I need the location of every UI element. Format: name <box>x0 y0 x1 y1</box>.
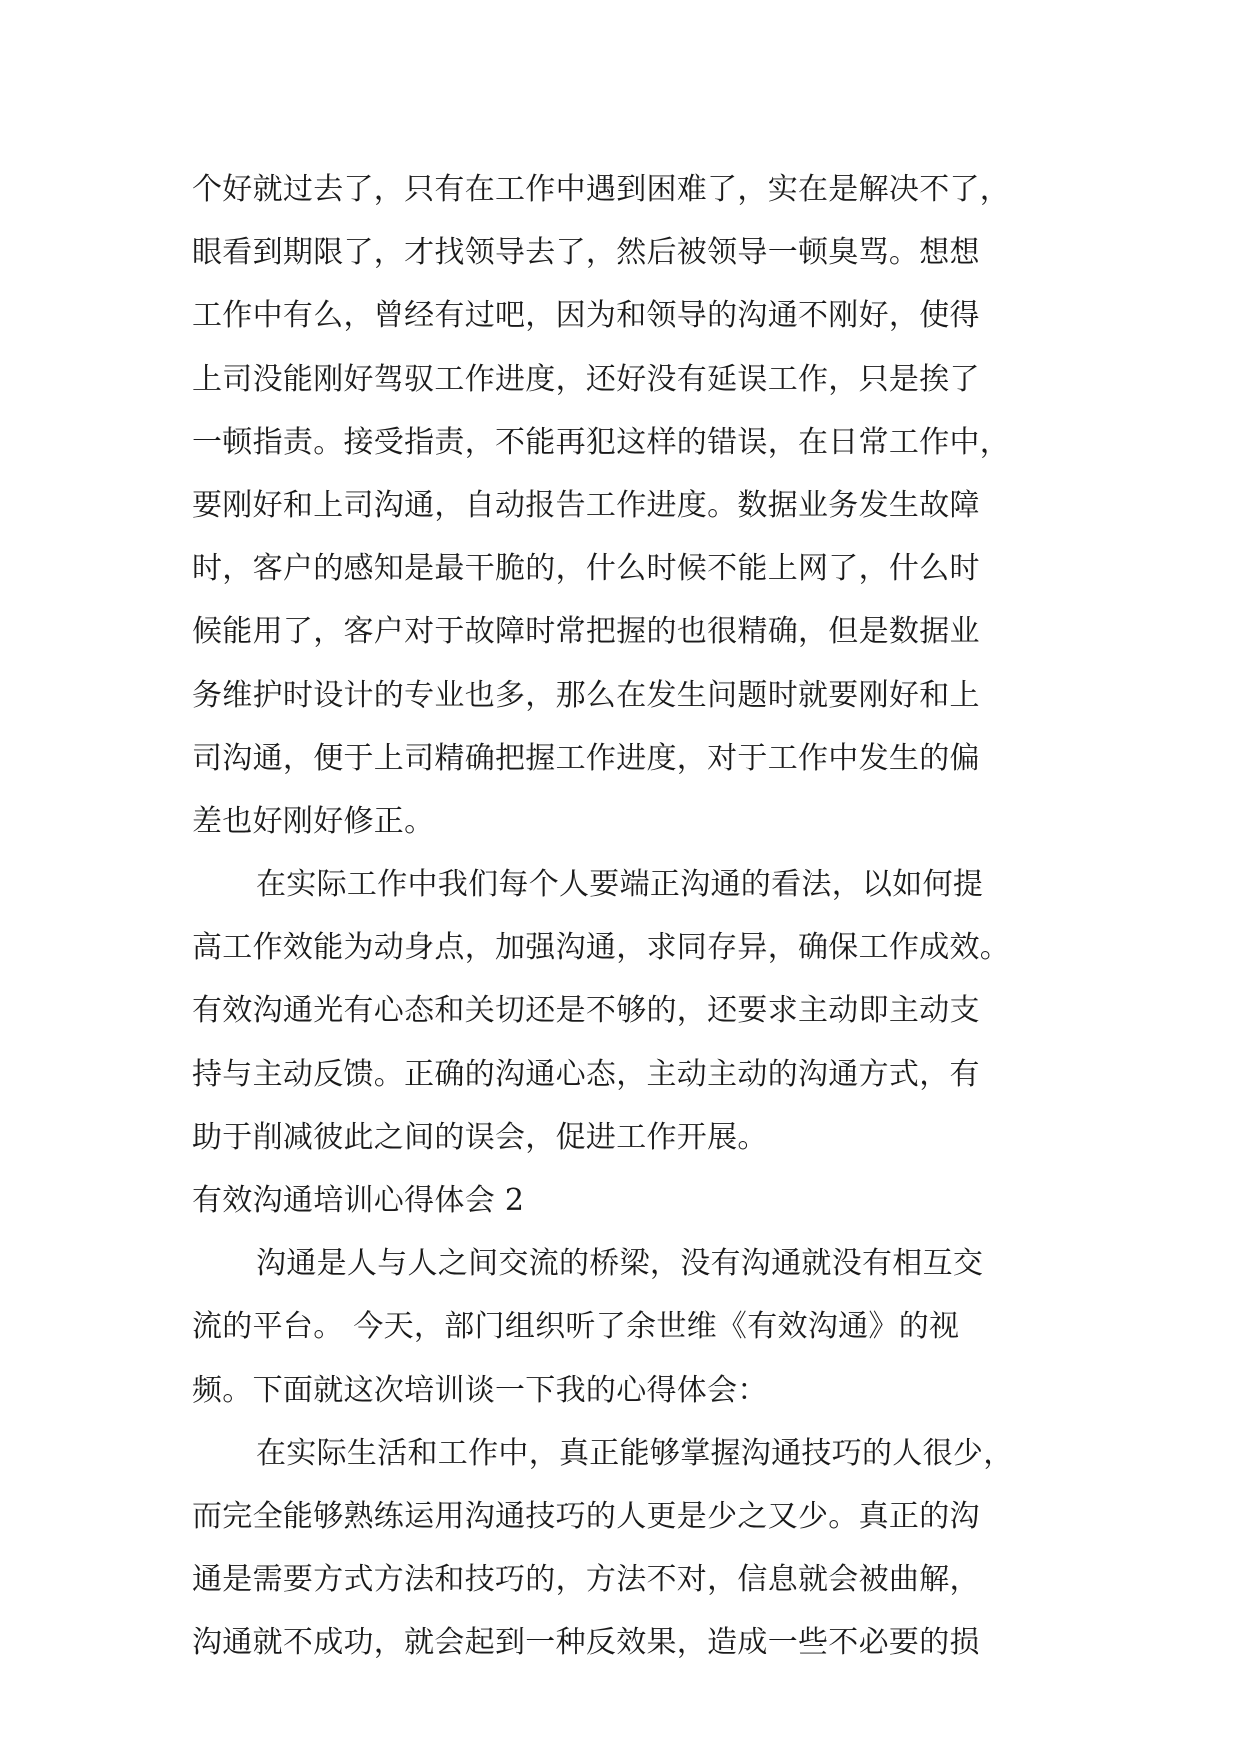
text-line: 上司没能刚好驾驭工作进度，还好没有延误工作，只是挨了 <box>192 361 980 397</box>
text-line: 司沟通，便于上司精确把握工作进度，对于工作中发生的偏 <box>192 740 980 776</box>
text-line: 候能用了，客户对于故障时常把握的也很精确，但是数据业 <box>192 614 980 650</box>
text-line: 有效沟通光有心态和关切还是不够的，还要求主动即主动支 <box>192 993 980 1029</box>
text-line: 时，客户的感知是最干脆的，什么时候不能上网了，什么时 <box>192 551 980 587</box>
text-line: 差也好刚好修正。 <box>192 803 435 839</box>
text-line: 而完全能够熟练运用沟通技巧的人更是少之又少。真正的沟 <box>192 1498 980 1534</box>
text-line: 一顿指责。接受指责，不能再犯这样的错误，在日常工作中， <box>192 424 1011 460</box>
text-line: 要刚好和上司沟通，自动报告工作进度。数据业务发生故障 <box>192 487 980 523</box>
paragraph-start-line: 在实际工作中我们每个人要端正沟通的看法，以如何提 <box>256 867 984 903</box>
text-line: 务维护时设计的专业也多，那么在发生问题时就要刚好和上 <box>192 677 980 713</box>
section-heading: 有效沟通培训心得体会 2 <box>192 1183 525 1218</box>
text-line: 高工作效能为动身点，加强沟通，求同存异，确保工作成效。 <box>192 930 1011 966</box>
paragraph-start-line: 在实际生活和工作中，真正能够掌握沟通技巧的人很少， <box>256 1435 1014 1471</box>
text-line: 持与主动反馈。正确的沟通心态，主动主动的沟通方式，有 <box>192 1056 980 1092</box>
paragraph-start-line: 沟通是人与人之间交流的桥梁，没有沟通就没有相互交 <box>256 1246 984 1282</box>
text-line: 沟通就不成功，就会起到一种反效果，造成一些不必要的损 <box>192 1625 980 1661</box>
text-line: 流的平台。 今天，部门组织听了余世维《有效沟通》的视 <box>192 1309 960 1345</box>
text-line: 频。下面就这次培训谈一下我的心得体会： <box>192 1372 768 1408</box>
document-body <box>192 158 1054 1675</box>
text-line: 通是需要方式方法和技巧的，方法不对，信息就会被曲解， <box>192 1562 980 1598</box>
text-line: 个好就过去了，只有在工作中遇到困难了，实在是解决不了， <box>192 172 1011 207</box>
text-line: 助于削减彼此之间的误会，促进工作开展。 <box>192 1119 768 1155</box>
text-line: 工作中有么，曾经有过吧，因为和领导的沟通不刚好，使得 <box>192 298 980 334</box>
text-line: 眼看到期限了，才找领导去了，然后被领导一顿臭骂。想想 <box>192 235 980 271</box>
